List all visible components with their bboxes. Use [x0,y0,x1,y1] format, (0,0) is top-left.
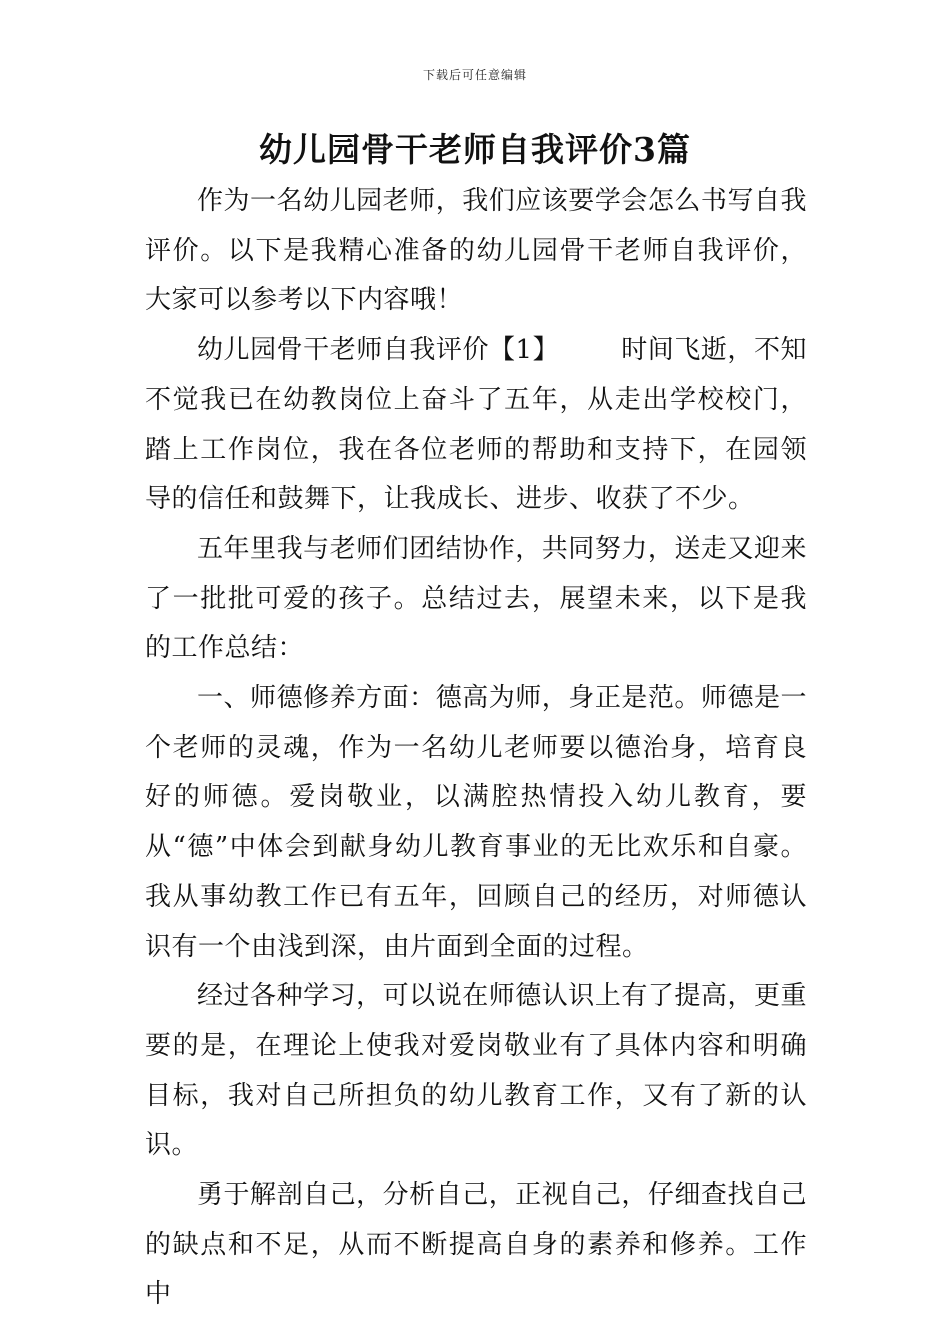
document-body [145,177,807,1320]
section-1-text: 时间飞逝，不知不觉我已在幼教岗位上奋斗了五年，从走出学校校门，踏上工作岗位，我在各位老师的帮助和支持下，在园领导的信任和鼓舞下，让我成长、进步、收获了不少。 [145,335,807,515]
intro-paragraph: 作为一名幼儿园老师，我们应该要学会怎么书写自我评价。以下是我精心准备的幼儿园骨干老师自我评价，大家可以参考以下内容哦！ [145,186,807,316]
summary-paragraph: 五年里我与老师们团结协作，共同努力，送走又迎来了一批批可爱的孩子。总结过去，展望未来，以下是我的工作总结： [145,533,807,664]
document-title: 幼儿园骨干老师自我评价3篇 [259,130,691,169]
ethics-paragraph: 一、师德修养方面：德高为师，身正是范。师德是一个老师的灵魂，作为一名幼儿老师要以德治身，培育良好的师德。爱岗敬业，以满腔热情投入幼儿教育，要从“德”中体会到献身幼儿教育事业的无比欢乐和自豪。我从事幼教工作已有五年，回顾自己的经历，对师德认识有一个由浅到深，由片面到全面的过程。 [145,683,807,962]
study-paragraph: 经过各种学习，可以说在师德认识上有了提高，更重要的是，在理论上使我对爱岗敬业有了具体内容和明确目标，我对自己所担负的幼儿教育工作，又有了新的认识。 [145,981,807,1161]
section-1-heading: 幼儿园骨干老师自我评价【1】 [197,335,560,366]
self-analysis-paragraph: 勇于解剖自己，分析自己，正视自己，仔细查找自己的缺点和不足，从而不断提高自身的素养和修养。工作中 [145,1180,807,1310]
header-note: 下载后可任意编辑 [422,68,527,82]
section-1-paragraph [145,326,807,525]
